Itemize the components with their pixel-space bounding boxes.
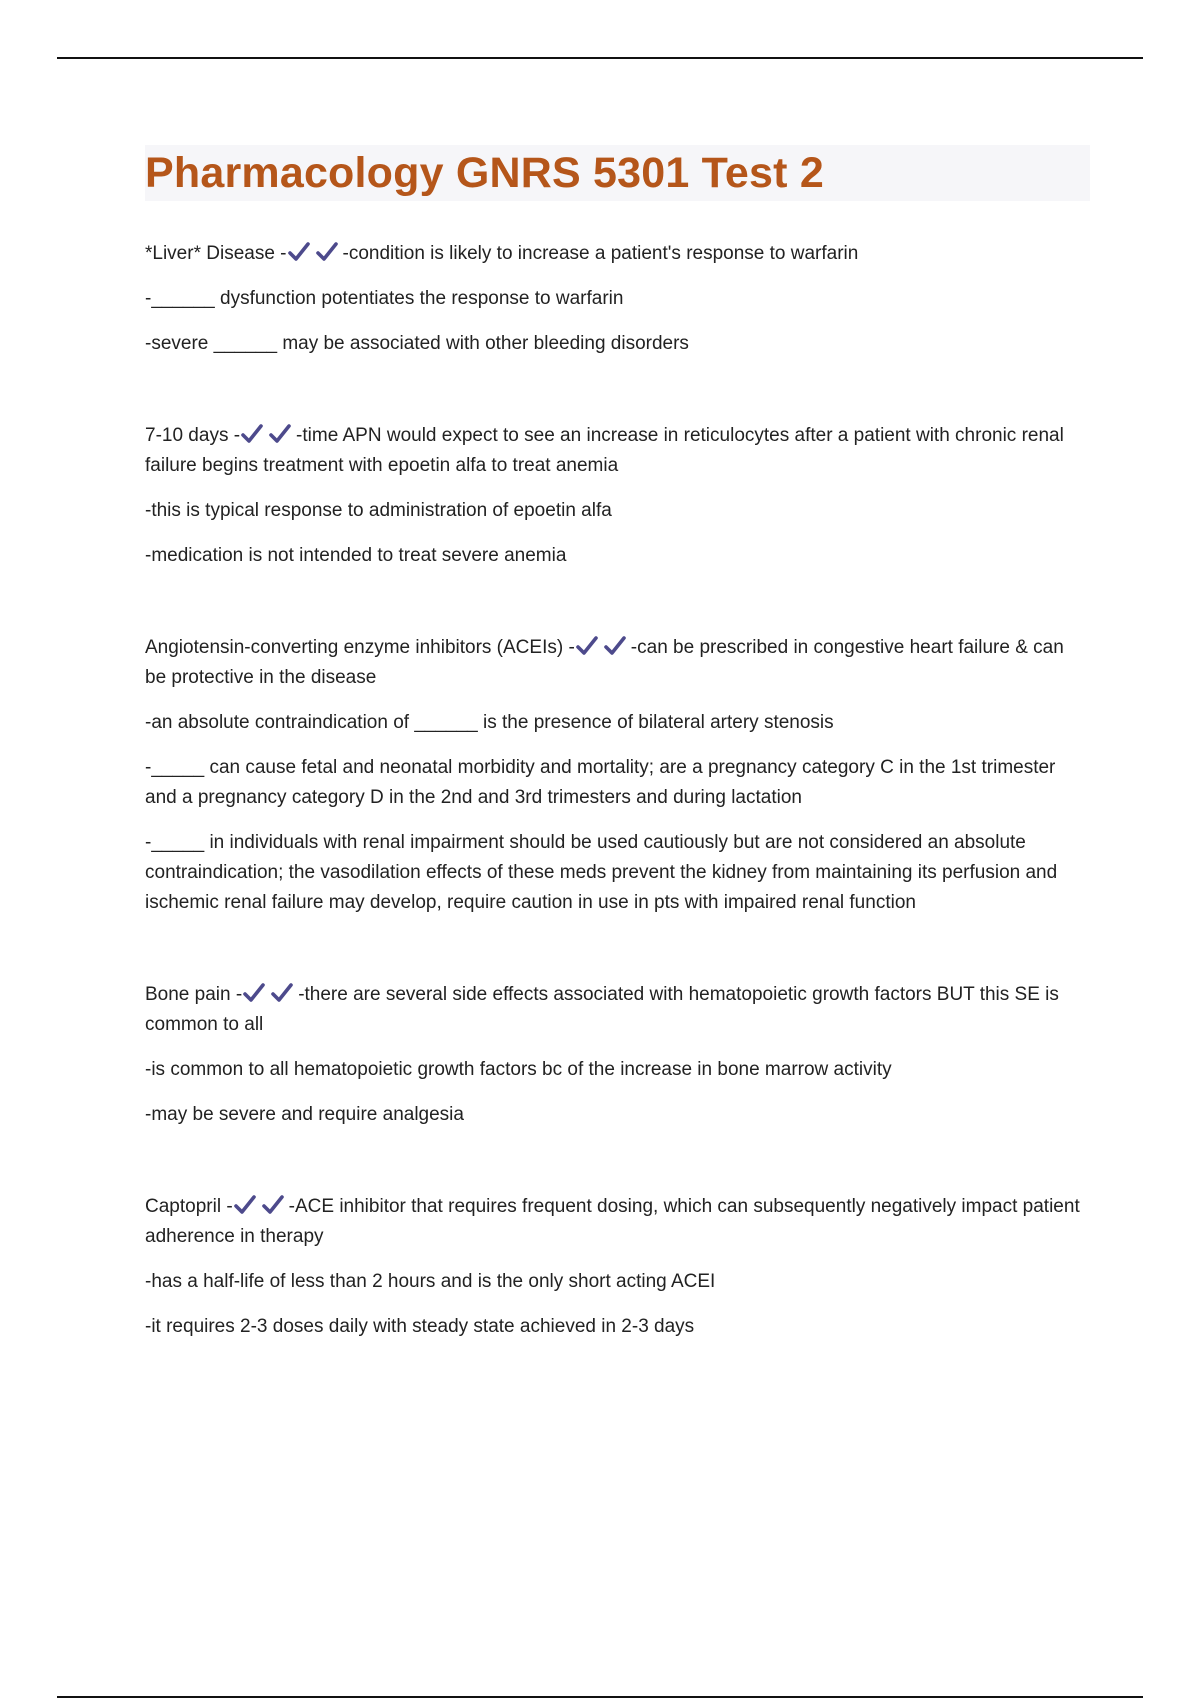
flashcard [145,421,1090,571]
header-rule [57,57,1143,59]
flashcard [145,239,1090,359]
card-definition: -condition is likely to increase a patient's response to warfarin [342,243,859,264]
card-note: -______ dysfunction potentiates the response to warfarin [145,288,624,309]
card-term: Captopril - [145,1196,233,1217]
card-note: -_____ in individuals with renal impairment should be used cautiously but are not considered an absolute contraindication; the vasodilation effects of these meds prevent the kidney from maintaining its perfusion and ischemic renal failure may develop, require caution in use in pts with impaired renal function [145,832,1058,913]
checkmark-icon [233,1194,257,1216]
card-note: -is common to all hematopoietic growth factors bc of the increase in bone marrow activity [145,1059,892,1080]
flashcard-list [145,239,1090,1342]
card-definition: -can be prescribed in congestive heart failure & can be protective in the disease [145,637,1064,688]
checkmark-icon [270,982,294,1004]
card-term: Bone pain - [145,984,243,1005]
checkmark-icon [268,423,292,445]
card-note: -may be severe and require analgesia [145,1104,464,1125]
card-definition: -there are several side effects associated with hematopoietic growth factors BUT this SE is common to all [145,984,1059,1035]
card-note: -an absolute contraindication of ______ is the presence of bilateral artery stenosis [145,712,834,733]
card-definition: -time APN would expect to see an increase in reticulocytes after a patient with chronic renal failure begins treatment with epoetin alfa to treat anemia [145,425,1064,476]
card-term: Angiotensin-converting enzyme inhibitors (ACEIs) - [145,637,575,658]
card-term: *Liver* Disease - [145,243,287,264]
checkmark-icon [261,1194,285,1216]
card-note: -has a half-life of less than 2 hours and is the only short acting ACEI [145,1271,716,1292]
checkmark-icon [242,982,266,1004]
footer-rule [57,1696,1143,1698]
checkmark-icon [287,241,311,263]
term-line [145,633,1090,693]
card-note: -severe ______ may be associated with other bleeding disorders [145,333,689,354]
flashcard [145,980,1090,1130]
term-line [145,421,1090,481]
title-band [145,145,1090,201]
card-note: -this is typical response to administration of epoetin alfa [145,500,612,521]
card-definition: -ACE inhibitor that requires frequent dosing, which can subsequently negatively impact patient adherence in therapy [145,1196,1080,1247]
checkmark-icon [240,423,264,445]
checkmark-icon [315,241,339,263]
checkmark-icon [575,635,599,657]
card-term: 7-10 days - [145,425,241,446]
checkmark-icon [603,635,627,657]
page-title: Pharmacology GNRS 5301 Test 2 [145,148,824,197]
flashcard [145,1192,1090,1342]
card-note: -_____ can cause fetal and neonatal morbidity and mortality; are a pregnancy category C in the 1st trimester and a pregnancy category D in the 2nd and 3rd trimesters and during lactation [145,757,1056,808]
term-line [145,980,1090,1040]
card-note: -medication is not intended to treat severe anemia [145,545,567,566]
flashcard [145,633,1090,918]
term-line [145,1192,1090,1252]
term-line [145,239,1090,269]
card-note: -it requires 2-3 doses daily with steady state achieved in 2-3 days [145,1316,695,1337]
document-body [145,145,1090,1404]
